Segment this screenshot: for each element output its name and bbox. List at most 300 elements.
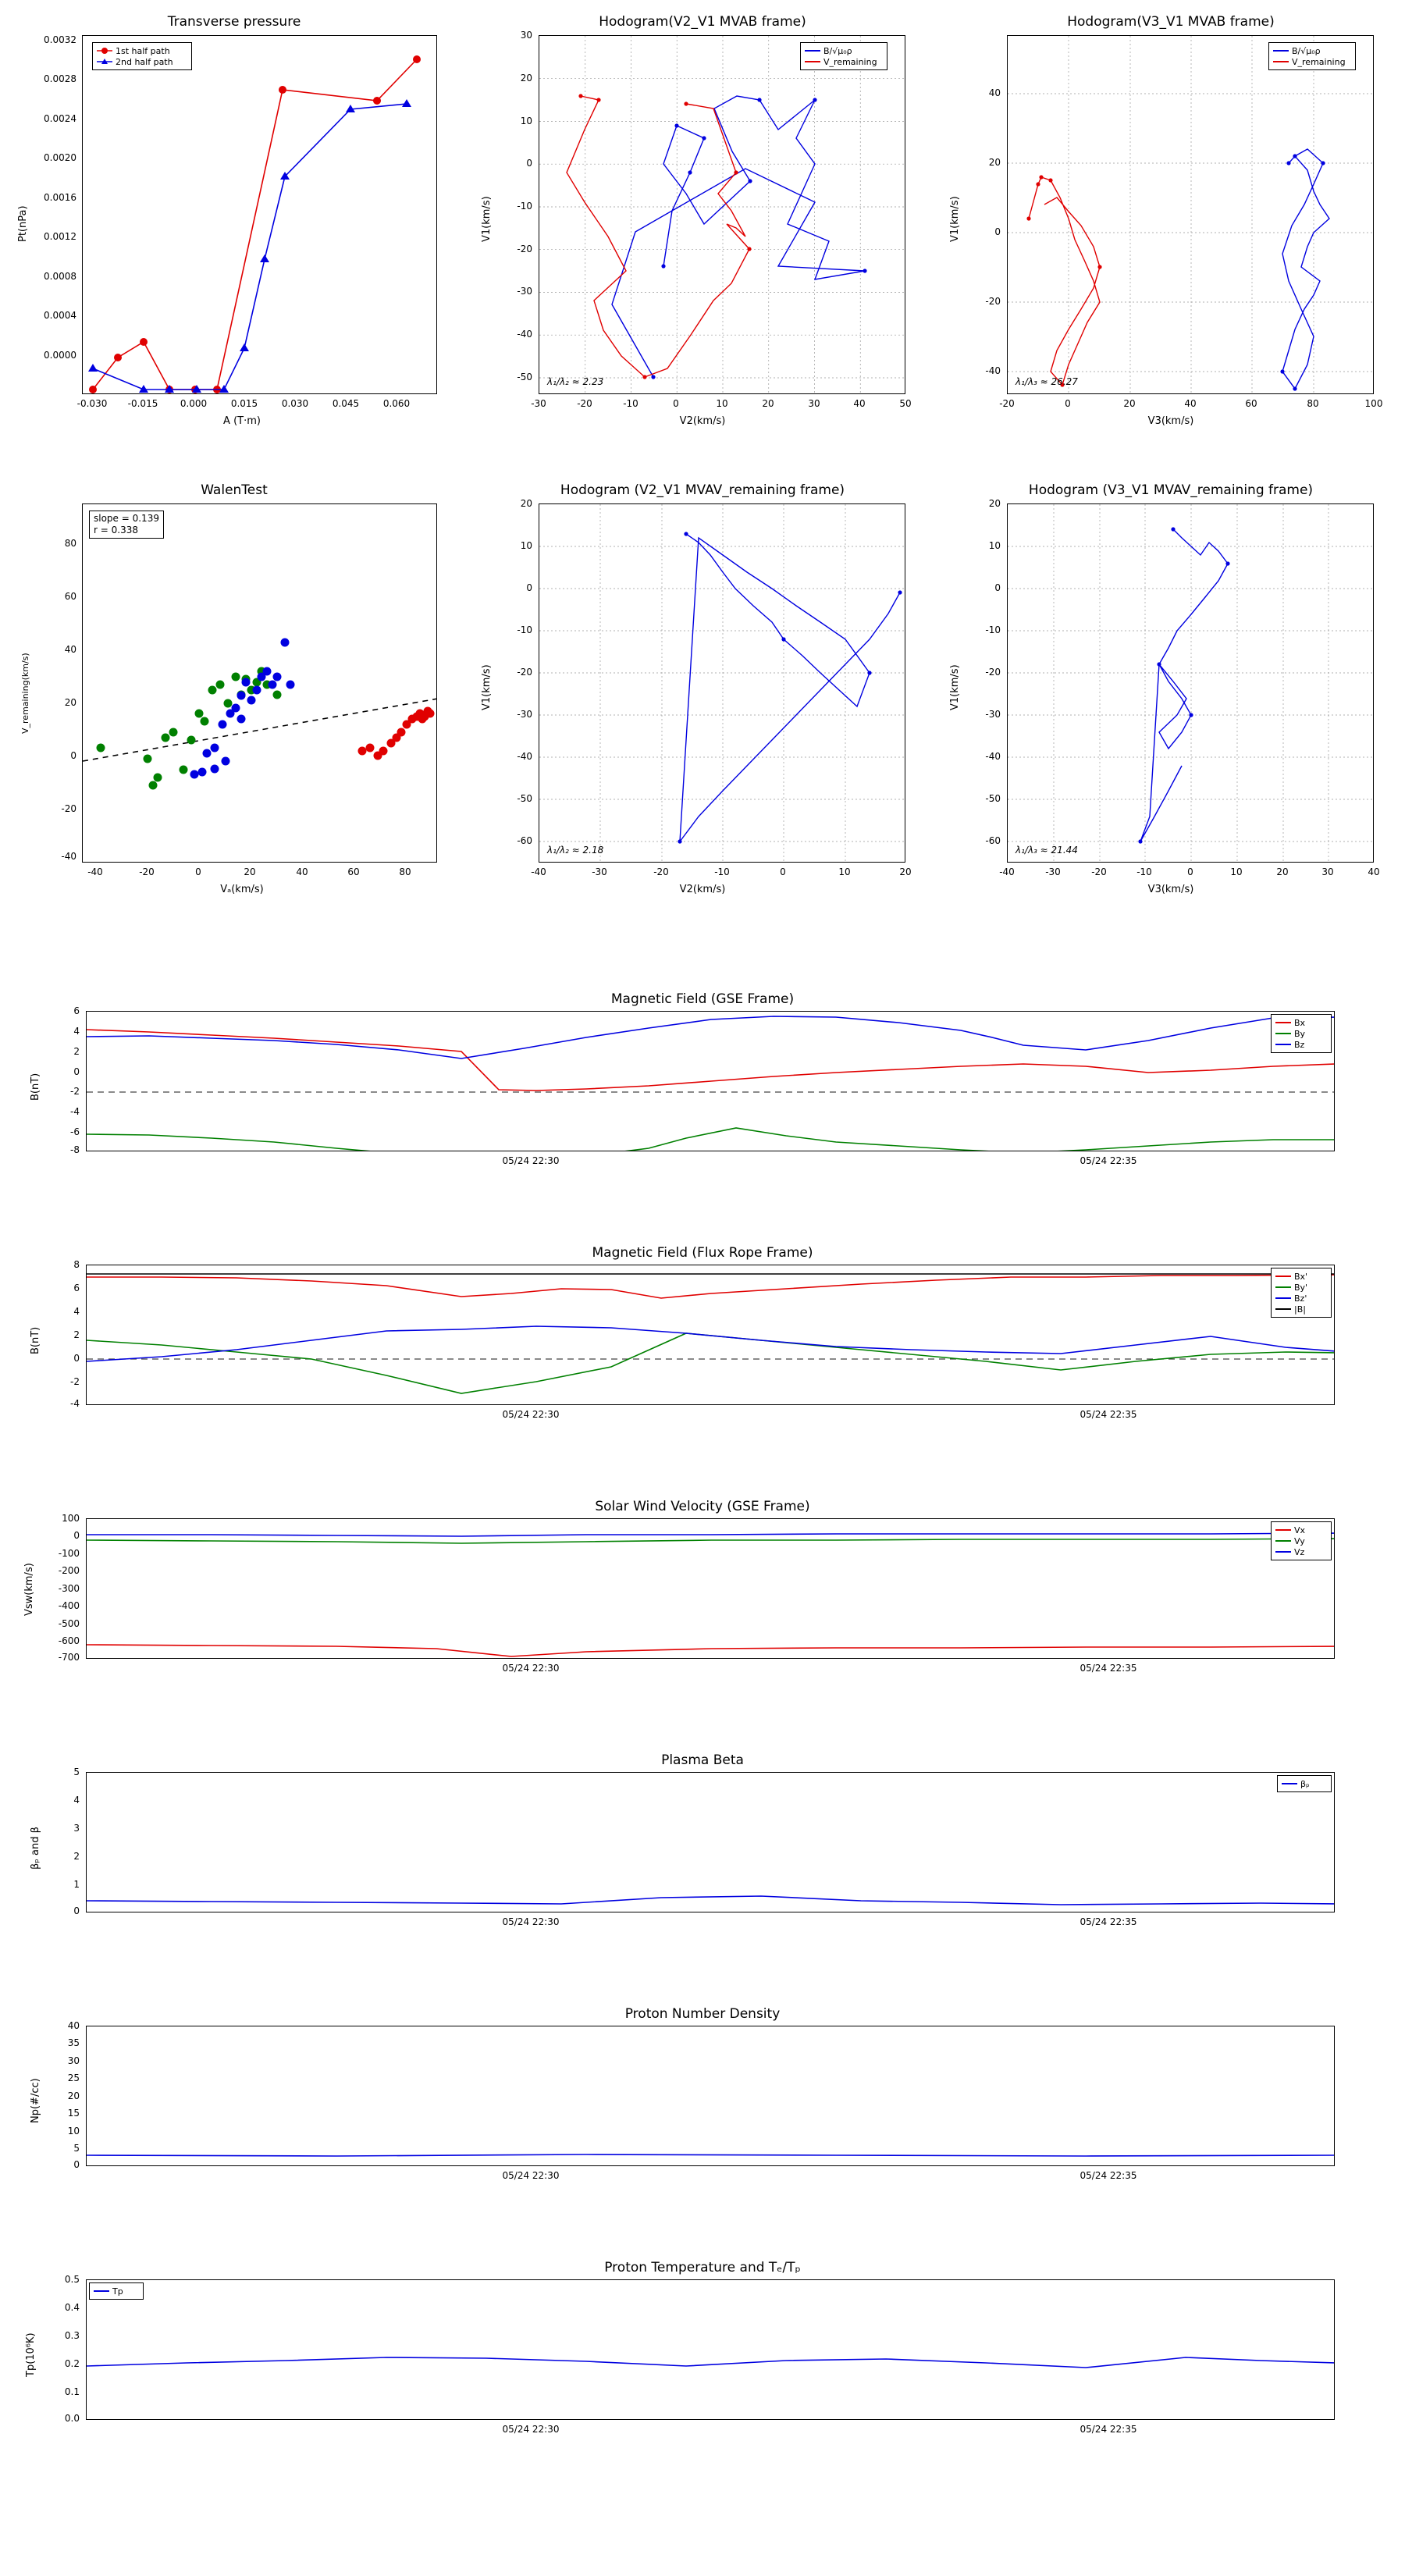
plot-svg: [539, 36, 905, 394]
legend-label: Bx': [1294, 1271, 1308, 1282]
legend-label: By: [1294, 1028, 1306, 1039]
legend-item: [1273, 56, 1351, 67]
y-tick: 20: [64, 697, 76, 708]
legend: [92, 42, 192, 70]
legend-swatch-vy: [1275, 1540, 1291, 1542]
x-tick: 05/24 22:35: [1080, 1409, 1137, 1420]
x-tick: 0.045: [332, 398, 360, 409]
series-blue-points: [190, 639, 295, 779]
series-bx: [87, 1030, 1335, 1091]
legend-label: B/√μ₀ρ: [823, 45, 852, 56]
x-tick: 60: [347, 866, 360, 877]
y-tick: 20: [67, 2090, 80, 2101]
eigenvalue-ratio-annotation: λ₁/λ₃ ≈ 21.44: [1016, 845, 1078, 856]
x-tick: 05/24 22:30: [502, 2424, 560, 2435]
y-axis-label: B(nT): [30, 1073, 41, 1101]
y-tick: 2: [73, 1329, 80, 1340]
plot-area: [86, 1011, 1335, 1151]
y-tick: -700: [58, 1652, 80, 1663]
y-axis-label: V1(km/s): [481, 196, 493, 242]
y-tick: -20: [985, 296, 1001, 307]
correlation-value: r = 0.338: [94, 525, 138, 535]
legend-label: Tp: [112, 2286, 123, 2297]
x-tick: 80: [1307, 398, 1319, 409]
series-vy: [87, 1539, 1335, 1543]
x-tick: 0: [195, 866, 201, 877]
x-tick: -20: [653, 866, 669, 877]
panel-title: Transverse pressure: [167, 14, 301, 30]
y-tick: 40: [64, 644, 76, 655]
legend-item: [1275, 1028, 1327, 1039]
plot-svg: [87, 2280, 1335, 2420]
legend-item: [805, 56, 883, 67]
y-tick: 0.3: [64, 2330, 80, 2341]
plot-area: [86, 1518, 1335, 1659]
panel-title: Solar Wind Velocity (GSE Frame): [595, 1499, 810, 1514]
x-tick: -20: [139, 866, 155, 877]
y-tick: 0.0020: [44, 152, 76, 163]
y-tick: -6: [70, 1126, 80, 1137]
y-tick: -2: [70, 1086, 80, 1097]
y-tick: 0.0016: [44, 192, 76, 203]
plot-area: [1007, 35, 1374, 394]
y-tick: 60: [64, 591, 76, 602]
y-tick: 20: [520, 498, 532, 509]
series-vrem-line: [1029, 177, 1100, 385]
panel-title: Proton Temperature and Tₑ/Tₚ: [604, 2260, 801, 2275]
y-tick: 0.0000: [44, 350, 76, 361]
panel-ts-solar-wind-velocity: [0, 1499, 1405, 1702]
y-tick: -50: [985, 793, 1001, 804]
y-tick: -40: [61, 851, 76, 862]
x-tick: 05/24 22:35: [1080, 1663, 1137, 1674]
panel-hodogram-v3v1-mvab: [937, 0, 1405, 453]
series-vx: [87, 1645, 1335, 1656]
y-tick: -10: [517, 201, 532, 212]
y-tick: 40: [988, 87, 1001, 98]
x-tick: -30: [531, 398, 546, 409]
y-tick: 5: [73, 2143, 80, 2154]
panel-title: Plasma Beta: [661, 1752, 744, 1768]
x-axis-label: V3(km/s): [1147, 884, 1194, 895]
grid: [539, 36, 905, 394]
legend-item: [97, 45, 187, 56]
panel-hodogram-v3v1-mvav: [937, 468, 1405, 921]
y-tick: 4: [73, 1795, 80, 1806]
legend-swatch-vz: [1275, 1551, 1291, 1553]
x-tick: 10: [716, 398, 728, 409]
y-tick: 4: [73, 1026, 80, 1037]
x-tick: 40: [853, 398, 866, 409]
legend-swatch-red: [805, 61, 820, 62]
x-tick: -20: [999, 398, 1015, 409]
y-tick: 3: [73, 1823, 80, 1834]
legend-item: [805, 45, 883, 56]
plot-svg: [1008, 504, 1374, 863]
legend-label: Bx: [1294, 1017, 1306, 1028]
legend-item: [1275, 1525, 1327, 1535]
fit-stats-box: [89, 511, 164, 539]
eigenvalue-ratio-annotation: λ₁/λ₃ ≈ 26.27: [1016, 376, 1078, 387]
y-tick: -10: [985, 624, 1001, 635]
panel-ts-magnetic-gse: [0, 991, 1405, 1194]
plot-svg: [87, 2026, 1335, 2166]
plot-area: [1007, 503, 1374, 863]
series-vz: [87, 1533, 1335, 1536]
panel-title: Hodogram (V2_V1 MVAV_remaining frame): [560, 482, 845, 498]
legend-swatch-beta: [1282, 1783, 1297, 1784]
y-tick: 1: [73, 1879, 80, 1890]
series-green-points: [97, 667, 282, 790]
legend: [1271, 1014, 1332, 1053]
y-tick: -60: [985, 835, 1001, 846]
x-tick: 0: [1065, 398, 1071, 409]
legend-swatch-bmag: [1275, 1308, 1291, 1310]
x-tick: 05/24 22:35: [1080, 1155, 1137, 1166]
y-tick: -30: [517, 709, 532, 720]
panel-ts-magnetic-fluxrope: [0, 1245, 1405, 1448]
series-v-line: [1140, 529, 1228, 841]
series-red-points: [358, 707, 435, 760]
y-tick: 30: [67, 2055, 80, 2066]
y-tick: -400: [58, 1600, 80, 1611]
legend-label: B/√μ₀ρ: [1292, 45, 1321, 56]
y-tick: 0: [994, 226, 1001, 237]
x-tick: 30: [1321, 866, 1334, 877]
y-axis-label: V1(km/s): [949, 196, 961, 242]
y-axis-label: B(nT): [30, 1326, 41, 1354]
grid: [1008, 504, 1374, 863]
legend-swatch-bxp: [1275, 1276, 1291, 1277]
y-tick: -600: [58, 1635, 80, 1646]
x-tick: 0: [780, 866, 786, 877]
y-tick: -60: [517, 835, 532, 846]
panel-title: Magnetic Field (Flux Rope Frame): [592, 1245, 813, 1261]
y-tick: -200: [58, 1565, 80, 1576]
y-axis-label: Pt(nPa): [17, 205, 29, 242]
x-tick: -40: [87, 866, 103, 877]
legend-swatch-byp: [1275, 1286, 1291, 1288]
y-axis-label: V1(km/s): [481, 664, 493, 710]
y-axis-label: βₚ and β: [30, 1827, 41, 1870]
y-tick: 0.0004: [44, 310, 76, 321]
plot-svg: [1008, 36, 1374, 394]
y-tick: -40: [517, 329, 532, 340]
legend-label: Vz: [1294, 1546, 1305, 1557]
grid: [539, 504, 905, 863]
eigenvalue-ratio-annotation: λ₁/λ₂ ≈ 2.23: [547, 376, 604, 387]
panel-hodogram-v2v1-mvav: [468, 468, 937, 921]
series-by: [87, 1128, 1335, 1151]
x-tick: 05/24 22:30: [502, 1663, 560, 1674]
x-tick: 10: [1230, 866, 1243, 877]
x-tick: 10: [838, 866, 851, 877]
legend: [800, 42, 887, 70]
plot-area: [82, 503, 437, 863]
legend: [1277, 1775, 1332, 1792]
y-axis-label: Vsw(km/s): [23, 1563, 35, 1616]
legend-label: V_remaining: [1292, 56, 1346, 67]
panel-title: Proton Number Density: [624, 2006, 781, 2022]
x-tick: 05/24 22:35: [1080, 1916, 1137, 1927]
y-axis-label: V_remaining(km/s): [20, 653, 30, 734]
y-tick: 35: [67, 2037, 80, 2048]
x-tick: 80: [399, 866, 411, 877]
legend-item: [94, 2286, 139, 2297]
x-tick: -20: [577, 398, 592, 409]
legend-swatch-tp: [94, 2290, 109, 2292]
x-tick: -0.030: [76, 398, 108, 409]
series-v-markers: [1138, 527, 1229, 843]
legend-item: [1275, 1017, 1327, 1028]
plot-area: [82, 35, 437, 394]
y-tick: 6: [73, 1283, 80, 1293]
legend: [89, 2282, 144, 2300]
y-tick: 20: [520, 73, 532, 84]
legend: [1268, 42, 1356, 70]
y-tick: 0.0032: [44, 34, 76, 45]
x-axis-label: Vₐ(km/s): [220, 884, 264, 895]
y-tick: -2: [70, 1376, 80, 1387]
x-tick: 0.030: [281, 398, 309, 409]
x-tick: -10: [623, 398, 638, 409]
legend-swatch-blue: [1273, 50, 1289, 52]
y-tick: -20: [517, 244, 532, 254]
x-tick: 05/24 22:30: [502, 1155, 560, 1166]
legend-swatch-bzp: [1275, 1297, 1291, 1299]
legend-swatch-by: [1275, 1033, 1291, 1034]
y-tick: 0: [73, 1066, 80, 1077]
legend-item: [1275, 1282, 1327, 1293]
legend-label: Bz': [1294, 1293, 1307, 1304]
series-by-prime: [87, 1333, 1335, 1393]
y-tick: 30: [520, 30, 532, 41]
slope-value: slope = 0.139: [94, 513, 159, 524]
y-tick: 10: [520, 116, 532, 126]
legend-swatch-vx: [1275, 1529, 1291, 1531]
y-tick: -20: [61, 803, 76, 814]
y-tick: 0: [526, 158, 532, 169]
series-2nd-half-line: [93, 104, 407, 390]
y-tick: -20: [517, 667, 532, 678]
y-tick: 0.2: [64, 2358, 80, 2369]
panel-title: Hodogram (V3_V1 MVAV_remaining frame): [1028, 482, 1314, 498]
legend-item: [1275, 1304, 1327, 1315]
y-tick: 40: [67, 2020, 80, 2031]
series-bx-prime: [87, 1275, 1335, 1298]
panel-transverse-pressure: [0, 0, 468, 453]
plot-svg: [87, 1773, 1335, 1912]
panel-title: Hodogram(V2_V1 MVAB frame): [599, 14, 806, 30]
x-tick: 60: [1245, 398, 1257, 409]
legend-swatch-red: [1273, 61, 1289, 62]
plot-area: [86, 1265, 1335, 1405]
x-tick: -30: [1045, 866, 1061, 877]
x-tick: 40: [1184, 398, 1197, 409]
plot-svg: [83, 504, 437, 863]
series-1st-half-markers: [89, 55, 421, 393]
series-bz: [87, 1016, 1335, 1059]
x-tick: 0.015: [230, 398, 258, 409]
y-tick: 0: [73, 1905, 80, 1916]
y-tick: 0: [73, 2159, 80, 2170]
y-tick: -50: [517, 793, 532, 804]
legend: [1271, 1521, 1332, 1560]
y-tick: 0.1: [64, 2386, 80, 2397]
plot-svg: [539, 504, 905, 863]
x-tick: 05/24 22:35: [1080, 2170, 1137, 2181]
y-tick: 100: [62, 1513, 80, 1524]
legend-item: [97, 56, 187, 67]
x-tick: 0.000: [180, 398, 208, 409]
x-axis-label: V3(km/s): [1147, 415, 1194, 427]
legend-label: 2nd half path: [116, 56, 173, 67]
y-tick: 20: [988, 157, 1001, 168]
legend-item: [1282, 1778, 1327, 1789]
series-np: [87, 2154, 1335, 2156]
y-tick: -50: [517, 372, 532, 382]
plot-svg: [87, 1265, 1335, 1405]
y-tick: 0.0024: [44, 113, 76, 124]
y-tick: -4: [70, 1106, 80, 1117]
eigenvalue-ratio-annotation: λ₁/λ₂ ≈ 2.18: [547, 845, 604, 856]
y-tick: 0.5: [64, 2274, 80, 2285]
x-tick: -20: [1091, 866, 1107, 877]
y-tick: 0.0012: [44, 231, 76, 242]
x-tick: 20: [1123, 398, 1136, 409]
x-tick: 0: [1187, 866, 1193, 877]
legend-swatch-blue: [805, 50, 820, 52]
plot-area: [86, 2279, 1335, 2420]
y-tick: 2: [73, 1046, 80, 1057]
legend-item: [1275, 1039, 1327, 1050]
y-tick: -10: [517, 624, 532, 635]
x-tick: -0.015: [127, 398, 158, 409]
x-tick: 0: [673, 398, 679, 409]
x-tick: 05/24 22:30: [502, 1409, 560, 1420]
legend-item: [1275, 1546, 1327, 1557]
legend-label: βₚ: [1300, 1778, 1310, 1789]
x-axis-label: V2(km/s): [679, 415, 726, 427]
y-tick: 10: [67, 2126, 80, 2137]
x-tick: -30: [592, 866, 607, 877]
legend-label: Bz: [1294, 1039, 1305, 1050]
y-tick: 2: [73, 1851, 80, 1862]
plot-svg: [87, 1519, 1335, 1659]
legend-label: V_remaining: [823, 56, 877, 67]
x-tick: 20: [1276, 866, 1289, 877]
y-tick: -8: [70, 1144, 80, 1155]
y-tick: 0.0028: [44, 73, 76, 84]
marker-circle-icon: [97, 47, 112, 55]
y-tick: 0.0008: [44, 271, 76, 282]
series-2nd-half-markers: [88, 99, 411, 393]
x-tick: 30: [808, 398, 820, 409]
panel-title: WalenTest: [201, 482, 268, 498]
y-tick: 4: [73, 1306, 80, 1317]
y-tick: 20: [988, 498, 1001, 509]
y-tick: 8: [73, 1259, 80, 1270]
panel-ts-proton-density: [0, 2006, 1405, 2209]
y-tick: 0: [70, 750, 76, 761]
y-tick: 5: [73, 1767, 80, 1777]
x-tick: 05/24 22:35: [1080, 2424, 1137, 2435]
y-tick: -4: [70, 1398, 80, 1409]
x-axis-label: A (T·m): [223, 415, 261, 427]
panel-title: Magnetic Field (GSE Frame): [610, 991, 795, 1007]
x-tick: 100: [1364, 398, 1383, 409]
y-tick: 0: [994, 582, 1001, 593]
plot-area: [86, 2026, 1335, 2166]
y-tick: 15: [67, 2108, 80, 2119]
y-tick: -100: [58, 1548, 80, 1559]
y-tick: 0.0: [64, 2413, 80, 2424]
y-axis-label: V1(km/s): [949, 664, 961, 710]
y-tick: -40: [985, 365, 1001, 376]
legend-label: By': [1294, 1282, 1308, 1293]
y-tick: -300: [58, 1583, 80, 1594]
legend: [1271, 1268, 1332, 1318]
series-b-markers: [651, 98, 866, 379]
x-tick: -10: [714, 866, 730, 877]
x-tick: 20: [762, 398, 774, 409]
y-tick: 10: [988, 540, 1001, 551]
plot-svg: [83, 36, 437, 394]
series-b-line: [1282, 149, 1329, 389]
panel-ts-plasma-beta: [0, 1752, 1405, 1955]
y-tick: -500: [58, 1618, 80, 1629]
series-v-line: [680, 534, 900, 841]
x-tick: 05/24 22:30: [502, 1916, 560, 1927]
y-tick: 0: [526, 582, 532, 593]
panel-walen-test: [0, 468, 468, 921]
y-tick: -40: [517, 751, 532, 762]
y-tick: -30: [985, 709, 1001, 720]
legend-item: [1275, 1535, 1327, 1546]
panel-ts-proton-temperature: [0, 2260, 1405, 2463]
legend-item: [1275, 1271, 1327, 1282]
plot-area: [86, 1772, 1335, 1912]
y-tick: 6: [73, 1005, 80, 1016]
series-beta-p: [87, 1896, 1335, 1905]
y-tick: 0: [73, 1530, 80, 1541]
x-tick: 20: [899, 866, 912, 877]
x-tick: 20: [244, 866, 256, 877]
legend-item: [1275, 1293, 1327, 1304]
x-tick: 40: [296, 866, 308, 877]
legend-label: |B|: [1294, 1304, 1306, 1315]
y-tick: -30: [517, 286, 532, 297]
x-tick: -40: [531, 866, 546, 877]
plot-area: [539, 503, 905, 863]
y-axis-label: Np(#/cc): [30, 2078, 41, 2123]
plot-area: [539, 35, 905, 394]
y-tick: 0.4: [64, 2302, 80, 2313]
y-tick: 25: [67, 2073, 80, 2083]
x-tick: -10: [1136, 866, 1152, 877]
x-axis-label: V2(km/s): [679, 884, 726, 895]
x-tick: 50: [899, 398, 912, 409]
series-tp: [87, 2357, 1335, 2368]
y-tick: 0: [73, 1353, 80, 1364]
x-tick: 0.060: [382, 398, 411, 409]
legend-label: 1st half path: [116, 45, 170, 56]
panel-hodogram-v2v1-mvab: [468, 0, 937, 453]
series-v-markers: [678, 532, 902, 843]
y-axis-label: Tp(10⁶K): [25, 2332, 37, 2377]
legend-label: Vy: [1294, 1535, 1305, 1546]
x-tick: -40: [999, 866, 1015, 877]
